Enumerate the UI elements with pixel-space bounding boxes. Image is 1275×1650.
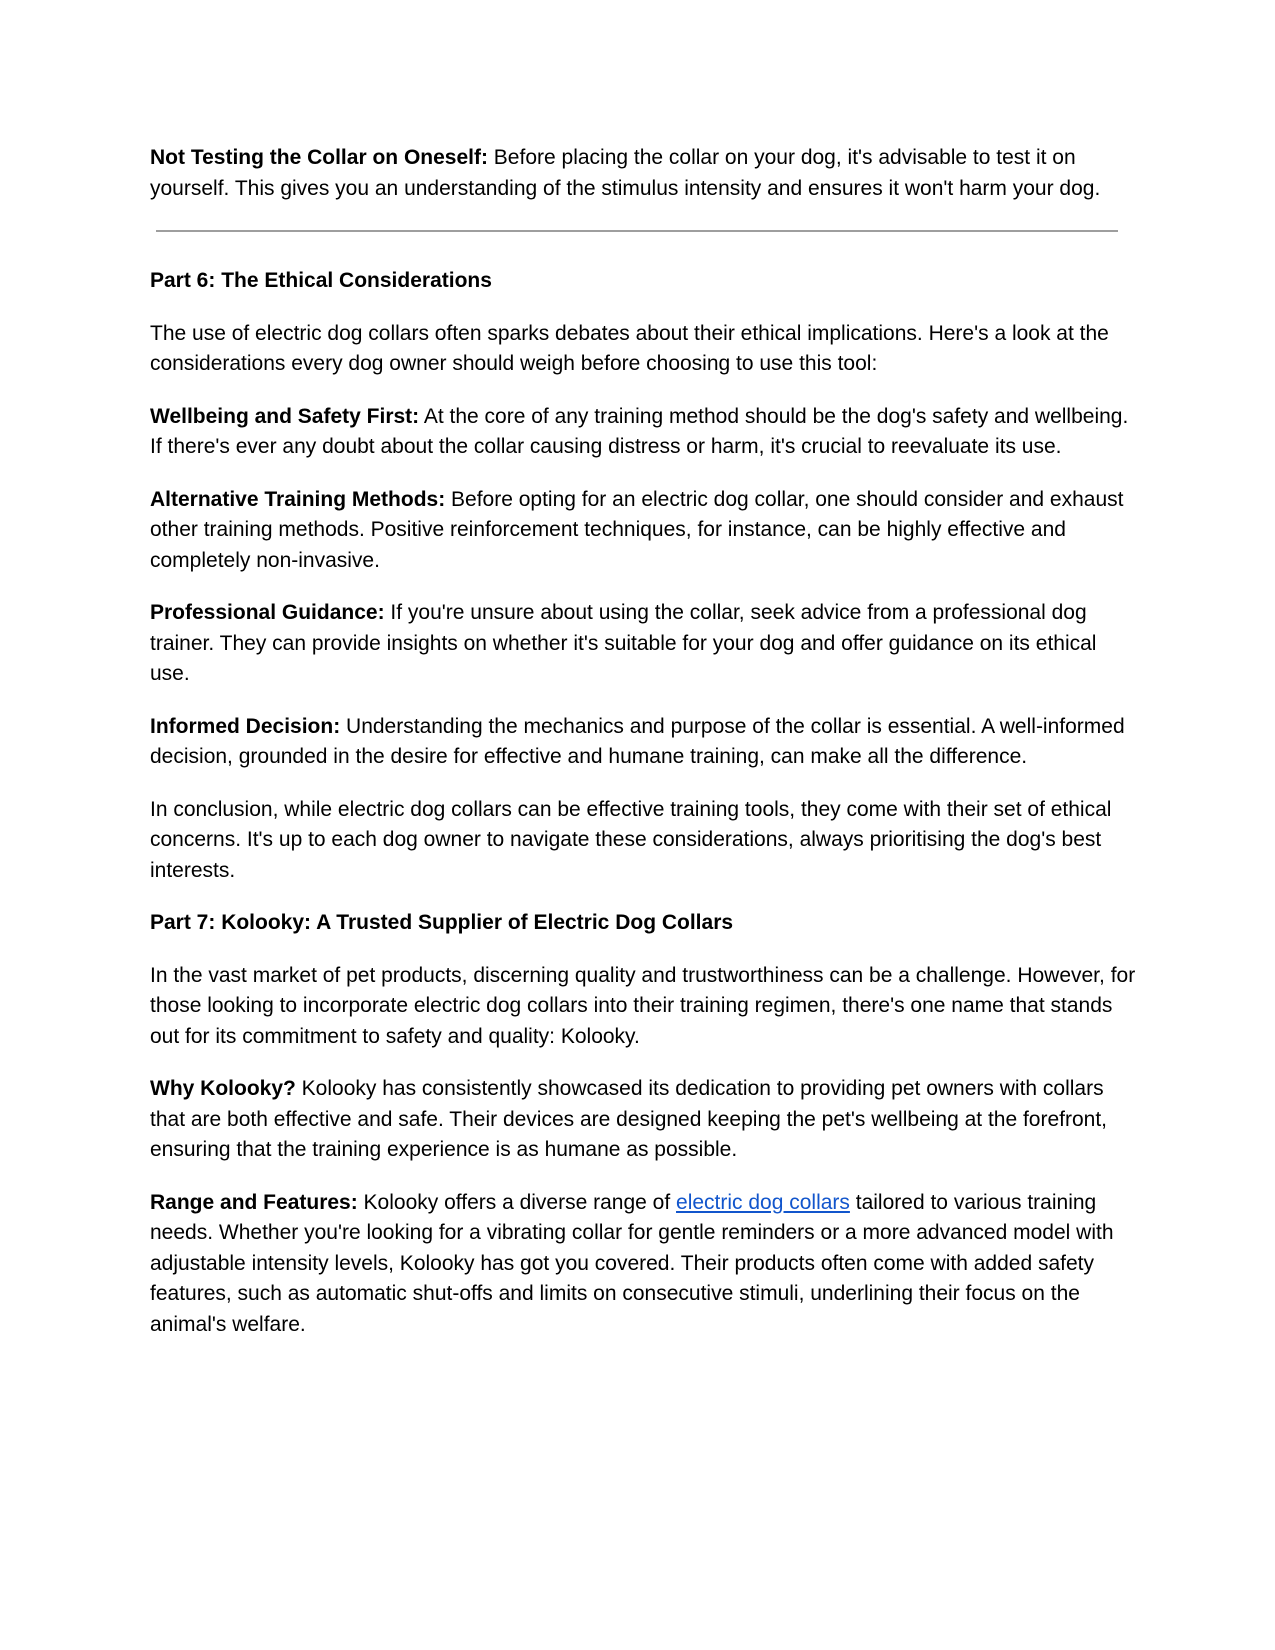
part6-item-informed-decision	[150, 712, 1140, 773]
part7-why-kolooky	[150, 1074, 1140, 1166]
part7-heading: Part 7: Kolooky: A Trusted Supplier of Electric Dog Collars	[150, 911, 734, 934]
paragraph-lead: Why Kolooky?	[150, 1077, 296, 1100]
paragraph-body: Before opting for an electric dog collar, one should consider and exhaust other training methods. Positive reinforcement techniques, for instance, can be highly effective and completely non-invasive.	[150, 487, 1124, 572]
part6-conclusion: In conclusion, while electric dog collars can be effective training tools, they come with their set of ethical concerns. It's up to each dog owner to navigate these considerations, always prioritising the dog's best interests.	[150, 797, 1112, 882]
paragraph-lead: Informed Decision:	[150, 714, 341, 738]
part6-item-wellbeing	[150, 402, 1140, 463]
paragraph-body-before-link: Kolooky offers a diverse range of	[357, 1190, 677, 1214]
part6-intro: The use of electric dog collars often sparks debates about their ethical implications. Here's a look at the considerations every dog owner should weigh before choosing to use this tool:	[150, 321, 1109, 375]
paragraph-body: Understanding the mechanics and purpose of the collar is essential. A well-informed decision, grounded in the desire for effective and humane training, can make all the difference.	[150, 714, 1125, 768]
paragraph-lead: Range and Features:	[150, 1190, 358, 1214]
part7-range-features	[150, 1188, 1140, 1341]
paragraph-body-after-link: tailored to various training needs. Whether you're looking for a vibrating collar for gentle reminders or a more advanced model with adjustable intensity levels, Kolooky has got you covered. Their products often come with added safety features, such as automatic shut-offs and limits on consecutive stimuli, underlining their focus on the animal's welfare.	[150, 1190, 1114, 1336]
part6-item-alternative-methods	[150, 485, 1140, 577]
document-page	[150, 143, 1140, 1362]
electric-dog-collars-link[interactable]: electric dog collars	[676, 1190, 850, 1214]
paragraph-lead: Alternative Training Methods:	[150, 487, 446, 511]
part6-item-professional-guidance	[150, 598, 1140, 690]
section-divider	[156, 230, 1118, 232]
part7-intro: In the vast market of pet products, discerning quality and trustworthiness can be a challenge. However, for those looking to incorporate electric dog collars into their training regimen, there's one name that stands out for its commitment to safety and quality: Kolooky.	[150, 963, 1136, 1048]
paragraph-body: Kolooky has consistently showcased its dedication to providing pet owners with collars that are both effective and safe. Their devices are designed keeping the pet's wellbeing at the forefront, ensuring that the training experience is as humane as possible.	[150, 1077, 1108, 1161]
part6-heading: Part 6: The Ethical Considerations	[150, 269, 492, 292]
paragraph-body: Before placing the collar on your dog, it's advisable to test it on yourself. This gives you an understanding of the stimulus intensity and ensures it won't harm your dog.	[150, 146, 1101, 200]
paragraph-body: At the core of any training method should be the dog's safety and wellbeing. If there's ever any doubt about the collar causing distress or harm, it's crucial to reevaluate its use.	[150, 404, 1129, 458]
paragraph-not-testing-collar	[150, 143, 1140, 204]
paragraph-body: If you're unsure about using the collar, seek advice from a professional dog trainer. They can provide insights on whether it's suitable for your dog and offer guidance on its ethical use.	[150, 601, 1097, 685]
paragraph-lead: Wellbeing and Safety First:	[150, 404, 420, 428]
paragraph-lead: Not Testing the Collar on Oneself:	[150, 146, 488, 169]
paragraph-lead: Professional Guidance:	[150, 601, 385, 624]
